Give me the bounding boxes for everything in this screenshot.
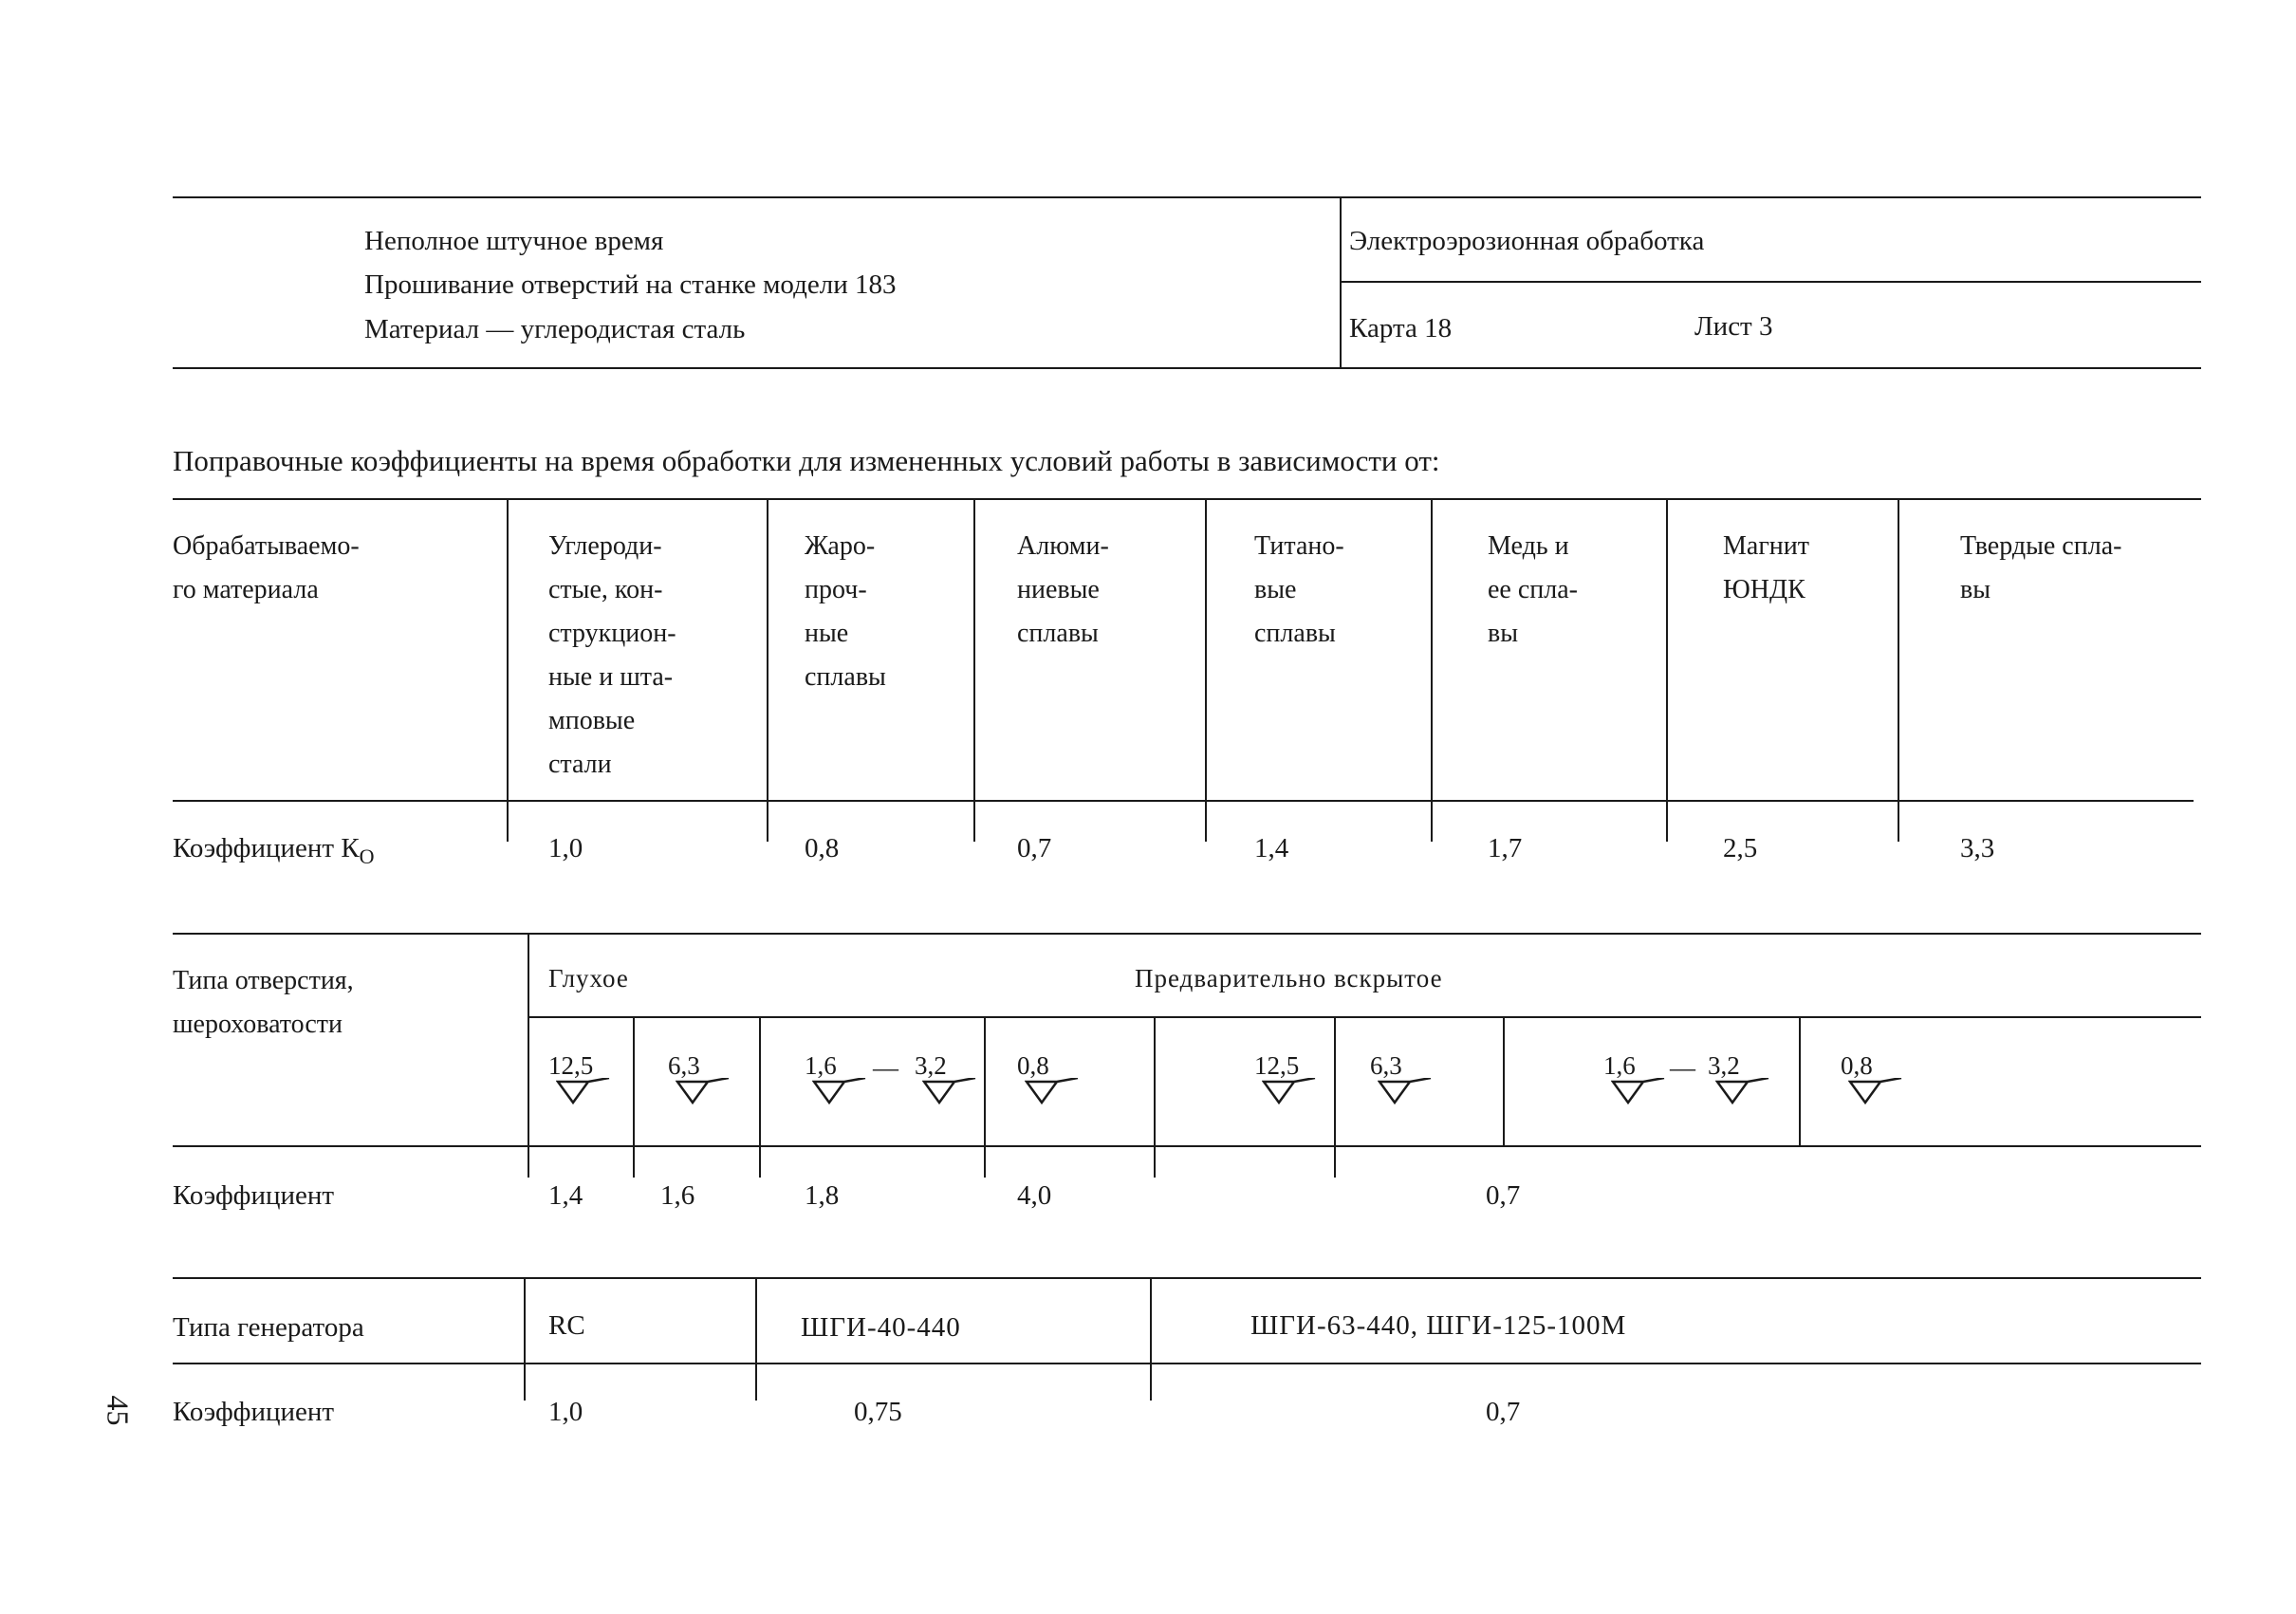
roughness-value: 0,8: [1017, 1051, 1049, 1080]
materials-coef-value: 1,4: [1254, 833, 1289, 863]
roughness-divider: [759, 1016, 761, 1178]
generator-coef-value: 0,75: [854, 1397, 902, 1427]
materials-mid-rule: [173, 800, 2194, 802]
materials-col-divider: [973, 498, 975, 842]
roughness-value: 12,5: [1254, 1051, 1300, 1080]
holes-coef-value: 1,8: [805, 1180, 840, 1211]
materials-col-divider: [1431, 498, 1433, 842]
generator-mid-rule: [173, 1363, 2201, 1364]
page-number: 45: [101, 1395, 136, 1426]
generator-col-divider: [524, 1277, 526, 1401]
materials-col-divider: [1898, 498, 1899, 842]
holes-row-label: Типа отверстия, шероховатости: [173, 966, 354, 1039]
materials-col-divider: [507, 498, 509, 842]
roughness-check-icon: [556, 1078, 613, 1108]
generator-col-divider: [755, 1277, 757, 1401]
roughness-divider: [1334, 1016, 1336, 1178]
materials-coef-value: 2,5: [1723, 833, 1758, 863]
roughness-check-icon: [1611, 1078, 1668, 1108]
header-sheet: Лист 3: [1694, 311, 1773, 342]
holes-sub-rule: [528, 1016, 2201, 1018]
generator-type: ШГИ-40-440: [801, 1312, 961, 1343]
material-col-aluminium: Алюми- ниевые сплавы: [1017, 531, 1109, 648]
material-col-copper: Медь и ее спла- вы: [1488, 531, 1578, 648]
materials-col-divider: [1666, 498, 1668, 842]
materials-coef-value: 0,7: [1017, 833, 1052, 863]
material-col-heat-resistant: Жаро- проч- ные сплавы: [805, 531, 886, 692]
roughness-symbol: [805, 1051, 871, 1108]
roughness-symbol: [915, 1051, 981, 1108]
roughness-check-icon: [1025, 1078, 1082, 1108]
roughness-symbol: [548, 1051, 615, 1108]
holes-top-rule: [173, 933, 2201, 935]
roughness-symbol: [1254, 1051, 1321, 1108]
holes-coef-value: 1,4: [548, 1180, 583, 1211]
roughness-check-icon: [1848, 1078, 1905, 1108]
material-col-titanium: Титано- вые сплавы: [1254, 531, 1344, 648]
roughness-check-icon: [1262, 1078, 1319, 1108]
holes-coef-value: 1,6: [660, 1180, 695, 1211]
header-card: Карта 18: [1349, 313, 1453, 343]
roughness-divider: [1154, 1016, 1156, 1178]
generator-type: RC: [548, 1310, 585, 1341]
roughness-symbol: [1370, 1051, 1436, 1108]
roughness-value: 3,2: [915, 1051, 947, 1080]
materials-coef-value: 1,0: [548, 833, 583, 863]
materials-row-label: Обрабатываемо- го материала: [173, 531, 360, 604]
roughness-divider: [1799, 1016, 1801, 1145]
material-col-carbon-steels: Углероди- стые, кон- струкцион- ные и шта- мповые стали: [548, 531, 676, 779]
generator-coef-value: 1,0: [548, 1397, 583, 1427]
roughness-symbol: [668, 1051, 734, 1108]
roughness-check-icon: [676, 1078, 732, 1108]
materials-col-divider: [1205, 498, 1207, 842]
header-bottom-rule: [173, 367, 2201, 369]
roughness-symbol: [1708, 1051, 1774, 1108]
generator-top-rule: [173, 1277, 2201, 1279]
roughness-divider: [984, 1016, 986, 1178]
roughness-value: 3,2: [1708, 1051, 1740, 1080]
roughness-divider: [1503, 1016, 1505, 1145]
roughness-check-icon: [1378, 1078, 1435, 1108]
material-col-magnet: Магнит ЮНДК: [1723, 531, 1810, 604]
holes-label-divider: [528, 933, 529, 1178]
generator-coef-value: 0,7: [1486, 1397, 1521, 1427]
materials-coef-subscript: О: [359, 844, 375, 868]
holes-blind-header: Глухое: [548, 964, 629, 993]
roughness-check-icon: [1715, 1078, 1772, 1108]
holes-coef-value: 0,7: [1486, 1180, 1521, 1211]
holes-coef-value: 4,0: [1017, 1180, 1052, 1211]
header-line-3: Материал — углеродистая сталь: [364, 314, 746, 344]
holes-mid-rule: [173, 1145, 2201, 1147]
roughness-check-icon: [812, 1078, 869, 1108]
header-line-1: Неполное штучное время: [364, 226, 664, 256]
materials-coef-value: 1,7: [1488, 833, 1523, 863]
material-col-hard-alloys: Твердые спла- вы: [1960, 531, 2122, 604]
generator-col-divider: [1150, 1277, 1152, 1401]
roughness-range-dash: —: [873, 1053, 898, 1082]
roughness-value: 12,5: [548, 1051, 594, 1080]
roughness-check-icon: [922, 1078, 979, 1108]
roughness-divider: [633, 1016, 635, 1178]
roughness-value: 6,3: [668, 1051, 700, 1080]
roughness-range-dash: —: [1670, 1053, 1695, 1082]
roughness-value: 0,8: [1841, 1051, 1873, 1080]
generator-coef-label: Коэффициент: [173, 1397, 335, 1427]
generator-row-label: Типа генератора: [173, 1312, 364, 1343]
header-line-2: Прошивание отверстий на станке модели 183: [364, 269, 897, 300]
materials-coef-label-text: Коэффициент К: [173, 833, 360, 863]
roughness-value: 1,6: [805, 1051, 837, 1080]
holes-preopened-header: Предварительно вскрытое: [1135, 964, 1443, 993]
roughness-value: 6,3: [1370, 1051, 1402, 1080]
roughness-symbol: [1603, 1051, 1670, 1108]
materials-coef-label: [173, 835, 375, 867]
holes-coef-label: Коэффициент: [173, 1180, 335, 1211]
intro-text: Поправочные коэффициенты на время обработки для измененных условий работы в зависимости от:: [173, 444, 1440, 477]
materials-coef-value: 3,3: [1960, 833, 1995, 863]
header-top-rule: [173, 196, 2201, 198]
generator-type: ШГИ-63-440, ШГИ-125-100М: [1250, 1310, 1627, 1341]
roughness-value: 1,6: [1603, 1051, 1636, 1080]
header-section-title: Электроэрозионная обработка: [1349, 226, 1705, 256]
roughness-symbol: [1017, 1051, 1083, 1108]
header-mid-rule: [1342, 281, 2201, 283]
materials-coef-value: 0,8: [805, 833, 840, 863]
roughness-symbol: [1841, 1051, 1907, 1108]
materials-col-divider: [767, 498, 768, 842]
